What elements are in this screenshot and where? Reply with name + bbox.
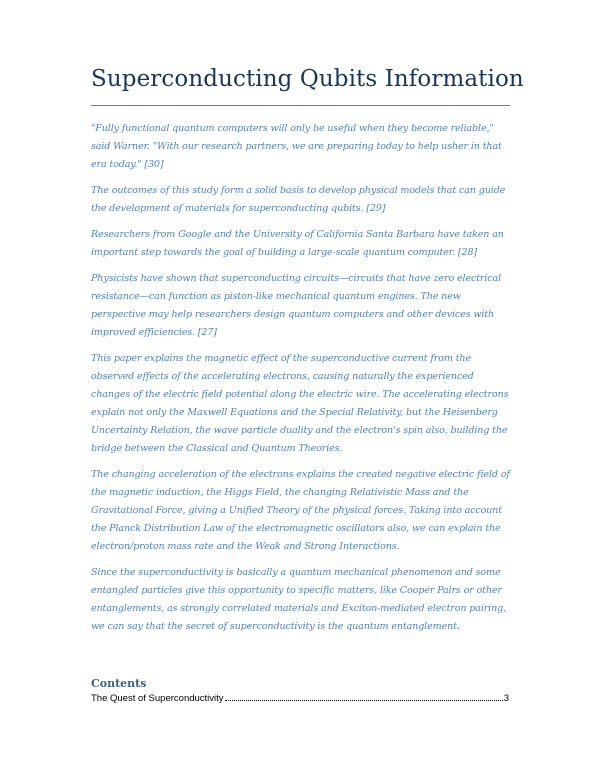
paragraph-quantum-engines: Physicists have shown that superconducting circuits—circuits that have zero electrical resistance—can function as piston-like mechanical quantum engines. The new perspective may help researchers design quantum computers and other devices with improved efficiencies. [27] bbox=[91, 273, 501, 338]
toc-dot-leader bbox=[225, 700, 503, 701]
paragraph-magnetic-effect: This paper explains the magnetic effect of the superconductive current from the observed effects of the accelerating electrons, causing naturally the experienced changes of the electric field potential along the electric wire. The accelerating electrons explain not only the Maxwell Equations and the Special Relativity, but the Heisenberg Uncertainty Relation, the wave particle duality and the electron's spin also, building the bridge between the Classical and Quantum Theories. bbox=[91, 353, 509, 454]
abstract-body bbox=[91, 120, 513, 644]
toc-entry-page-number: 3 bbox=[503, 693, 509, 704]
toc-entry-label: The Quest of Superconductivity bbox=[91, 693, 224, 704]
contents-heading: Contents bbox=[91, 677, 147, 690]
paragraph-warner-quote: "Fully functional quantum computers will only be useful when they become reliable," said Warner. "With our research partners, we are preparing today to help usher in that era today." [30] bbox=[91, 123, 502, 170]
paragraph-changing-acceleration: The changing acceleration of the electrons explains the created negative electric field of the magnetic induction, the Higgs Field, the changing Relativistic Mass and the Gravitational Force, giving a Unified Theory of the physical forces. Taking into account the Planck Distribution Law of the electromagnetic oscillators also, we can explain the electron/proton mass rate and the Weak and Strong Interactions. bbox=[91, 469, 510, 552]
toc-entry-quest-of-superconductivity[interactable] bbox=[91, 691, 509, 707]
title-underline bbox=[91, 105, 510, 106]
paragraph-study-outcomes: The outcomes of this study form a solid basis to develop physical models that can guide the development of materials for superconducting qubits. [29] bbox=[91, 185, 506, 214]
paragraph-quantum-entanglement: Since the superconductivity is basically a quantum mechanical phenomenon and some entangled particles give this opportunity to specific matters, like Cooper Pairs or other entanglements, as strongly correlated materials and Exciton-mediated electron pairing, we can say that the secret of superconductivity is the quantum entanglement. bbox=[91, 567, 507, 632]
document-title: Superconducting Qubits Information bbox=[91, 66, 524, 92]
paragraph-google-ucsb: Researchers from Google and the University of California Santa Barbara have taken an important step towards the goal of building a large-scale quantum computer. [28] bbox=[91, 229, 504, 258]
